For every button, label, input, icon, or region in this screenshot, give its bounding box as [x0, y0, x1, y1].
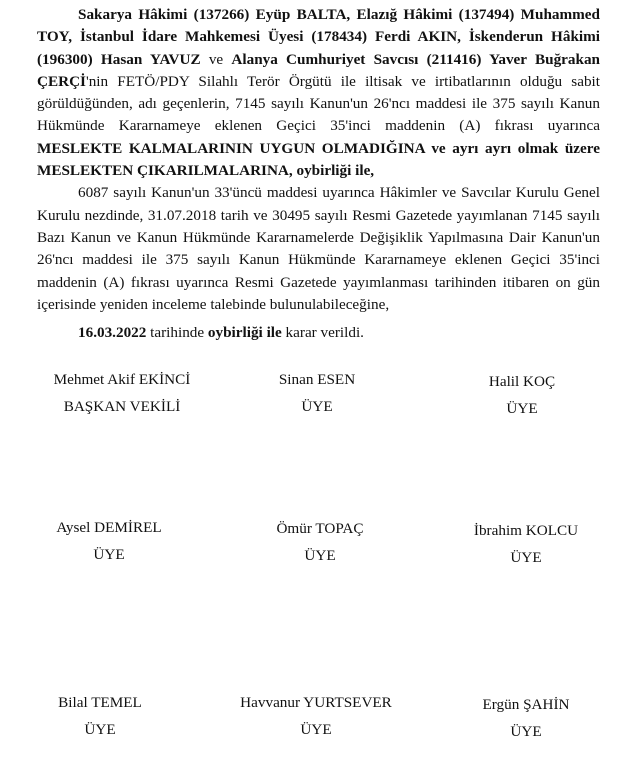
signature-block	[217, 366, 417, 420]
accused-names-2: Alanya Cumhuriyet Savcısı (211416) Yaver Buğrakan ÇERÇİ	[37, 50, 600, 90]
signatory-name: Havvanur YURTSEVER	[240, 694, 392, 711]
signatory-title: ÜYE	[301, 398, 333, 415]
signature-block	[9, 514, 209, 568]
decision-paragraph-2: 6087 sayılı Kanun'un 33'üncü maddesi uyarınca Hâkimler ve Savcılar Kurulu Genel Kurulu nezdinde, 31.07.2018 tarih ve 30495 sayılı Resmi Gazetede yayımlanan 7145 sayılı Bazı Kanun ve Kanun Hükmünde Kararnamelerde Değişiklik Yapılmasına Dair Kanun'un 26'ncı maddesi ile 375 sayılı Kanun Hükmünde Kararnameye eklenen Geçici 35'inci maddenin (A) fıkrası uyarınca Resmi Gazetede yayımlanması tarihinden itibaren on gün içerisinde yeniden inceleme talebinde bulunulabileceğine,	[37, 184, 600, 313]
signatory-title: ÜYE	[93, 546, 125, 563]
signatory-name: Halil KOÇ	[488, 373, 556, 390]
signature-block	[22, 366, 222, 420]
signatory-name: Ergün ŞAHİN	[482, 696, 570, 713]
vote-result: oybirliği ile	[207, 324, 282, 342]
signatory-title: ÜYE	[300, 721, 332, 738]
signature-block	[422, 368, 622, 422]
signatory-title: ÜYE	[510, 723, 542, 740]
signature-block	[426, 517, 626, 571]
decision-body	[37, 4, 600, 344]
signatory-title: BAŞKAN VEKİLİ	[63, 398, 181, 415]
decision-paragraph-3	[37, 322, 600, 344]
signatory-name: Mehmet Akif EKİNCİ	[53, 371, 191, 388]
decision-paragraph-1	[37, 4, 600, 182]
signature-block	[220, 515, 420, 569]
signatory-name: İbrahim KOLCU	[473, 522, 579, 539]
decision-date: 16.03.2022	[78, 324, 147, 342]
connector-text: ve	[200, 50, 232, 68]
signatory-name: Sinan ESEN	[278, 371, 356, 388]
signatory-title: ÜYE	[304, 547, 336, 564]
signatory-title: ÜYE	[506, 400, 538, 417]
accused-names-1: Sakarya Hâkimi (137266) Eyüp BALTA, Elazığ Hâkimi (137494) Muhammed TOY, İstanbul İdare Mahkemesi Üyesi (178434) Ferdi AKIN, İskenderun Hâkimi (196300) Hasan YAVUZ	[37, 6, 600, 68]
signatory-name: Bilal TEMEL	[58, 694, 142, 711]
closing-text: karar verildi.	[281, 324, 364, 342]
reasoning-text: 'nin FETÖ/PDY Silahlı Terör Örgütü ile iltisak ve irtibatlarının olduğu sabit görüldüğünden, adı geçenlerin, 7145 sayılı Kanun'un 26'ncı maddesi ile 375 sayılı Kanun Hükmünde Kararnameye eklenen Geçici 35'inci maddenin (A) fıkrası uyarınca	[37, 72, 600, 135]
signature-block	[426, 691, 626, 745]
ruling-text: MESLEKTE KALMALARININ UYGUN OLMADIĞINA ve ayrı ayrı olmak üzere MESLEKTEN ÇIKARILMALARINA, oybirliği ile,	[37, 139, 600, 180]
signatory-name: Ömür TOPAÇ	[276, 520, 364, 537]
signatory-title: ÜYE	[84, 721, 116, 738]
date-connector: tarihinde	[146, 324, 208, 342]
signatory-name: Aysel DEMİREL	[56, 519, 162, 536]
signature-block	[216, 689, 416, 743]
signatory-title: ÜYE	[510, 549, 542, 566]
signature-block	[0, 689, 200, 743]
